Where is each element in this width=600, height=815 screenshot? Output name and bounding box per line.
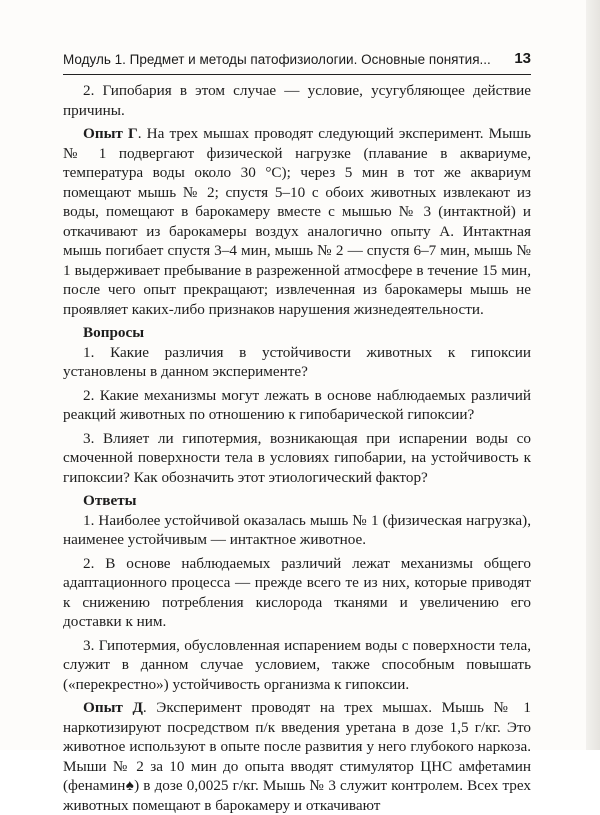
running-header-title: Модуль 1. Предмет и методы патофизиологии. Основные понятия... <box>63 52 491 67</box>
paragraph-experiment-g <box>63 124 531 319</box>
answer-3: 3. Гипотермия, обусловленная испарением воды с поверхности тела, служит в данном случае условием, также способным повышать («перекрестно») устойчивость организма к гипоксии. <box>63 636 531 693</box>
experiment-g-label: Опыт Г <box>83 125 138 142</box>
answer-2: 2. В основе наблюдаемых различий лежат механизмы общего адаптационного процесса — прежде всего те из них, которые приводят к снижению потребления кислорода тканями и увеличению его доставки к ним. <box>63 554 531 630</box>
answers-heading: Ответы <box>83 492 137 509</box>
question-2: 2. Какие механизмы могут лежать в основе наблюдаемых различий реакций животных по отношению к гипобарической гипоксии? <box>63 386 531 423</box>
paragraph-hypobaria: 2. Гипобария в этом случае — условие, усугубляющее действие причины. <box>63 82 531 119</box>
answer-1: 1. Наиболее устойчивой оказалась мышь № 1 (физическая нагрузка), наименее устойчивым — интактное животное. <box>63 511 531 548</box>
page-body <box>63 81 531 815</box>
experiment-d-label: Опыт Д <box>83 699 143 716</box>
experiment-d-text: . Эксперимент проводят на трех мышах. Мышь № 1 наркотизируют посредством п/к введения уретана в дозе 1,5 г/кг. Это животное используют в опыте после развития у него глубокого наркоза. Мыши № 2 за 10 мин до опыта вводят стимулятор ЦНС амфетамин (фенамин♠) в дозе 0,0025 г/кг. Мышь № 3 служит контролем. Всех трех животных помещают в барокамеру и откачивают <box>63 699 531 814</box>
question-1: 1. Какие различия в устойчивости животных к гипоксии установлены в данном эксперименте? <box>63 343 531 380</box>
questions-heading: Вопросы <box>83 324 145 341</box>
experiment-g-text: . На трех мышах проводят следующий эксперимент. Мышь № 1 подвергают физической нагрузке (плавание в аквариуме, температура воды около 30 °С); через 5 мин в тот же аквариум помещают мышь № 2; спустя 5–10 с обоих животных извлекают из воды, помещают в барокамеру вместе с мышью № 3 (интактной) и откачивают из барокамеры воздух аналогично опыту А. Интактная мышь погибает спустя 3–4 мин, мышь № 2 — спустя 6–7 мин, мышь № 1 выдерживает пребывание в разреженной атмосфере в течение 15 мин, после чего опыт прекращают; извлеченная из барокамеры мышь не проявляет каких-либо признаков нарушения жизнедеятельности. <box>63 125 531 318</box>
page-number: 13 <box>514 50 531 67</box>
paragraph-experiment-d <box>63 698 531 815</box>
question-3: 3. Влияет ли гипотермия, возникающая при испарении воды со смоченной поверхности тела в условиях гипобарии, на устойчивость к гипоксии? Как обозначить этот этиологический фактор? <box>63 429 531 486</box>
running-header <box>63 48 531 75</box>
page-edge-shadow <box>586 0 600 750</box>
